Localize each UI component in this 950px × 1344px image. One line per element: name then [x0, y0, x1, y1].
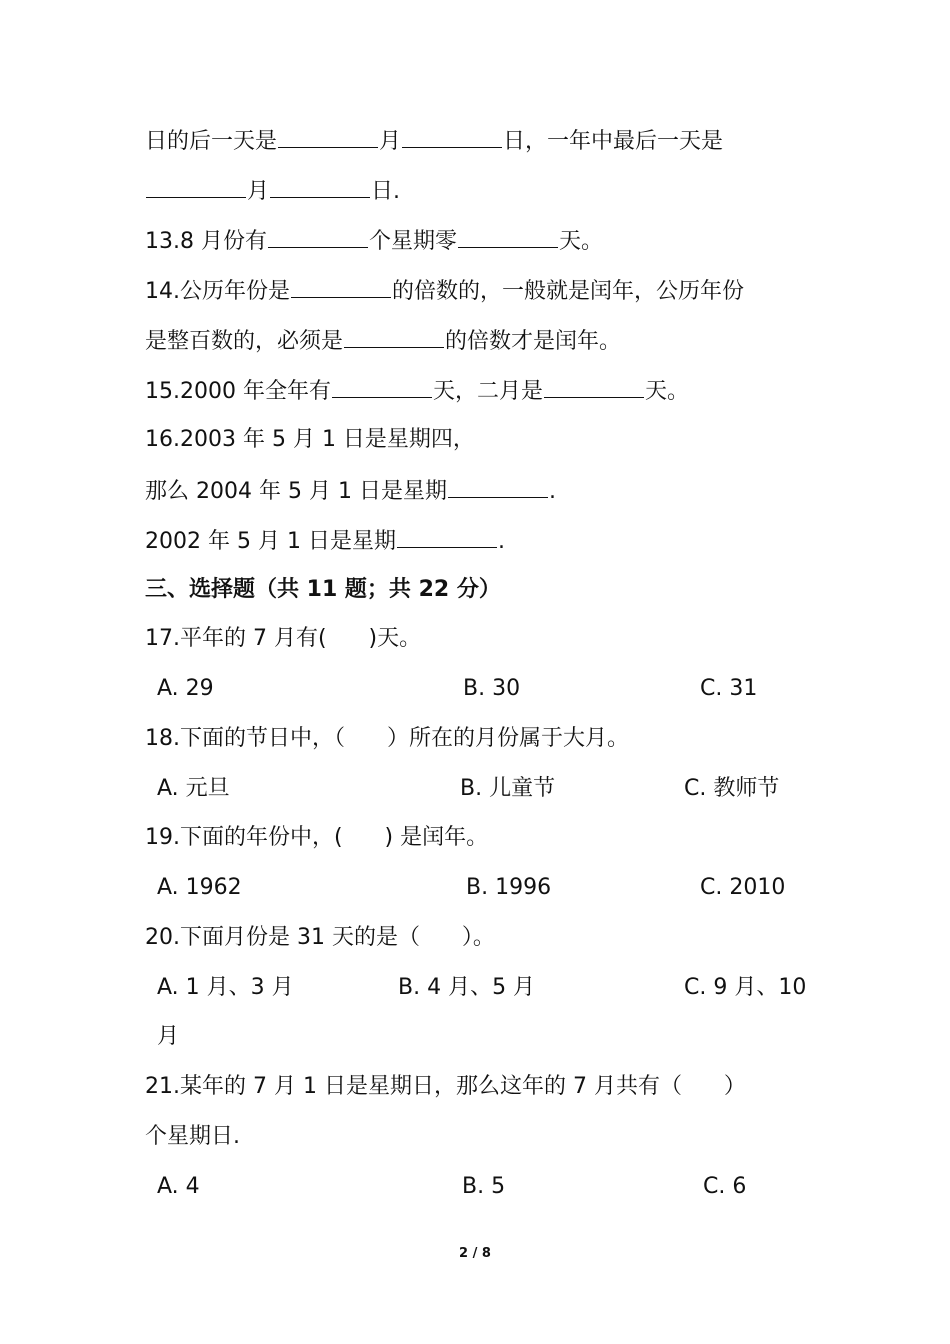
answer-blank[interactable]	[458, 225, 558, 248]
answer-blank[interactable]	[332, 375, 432, 398]
option-b[interactable]: B. 30	[463, 676, 521, 701]
section-heading: 三、选择题（共 11 题；共 22 分）	[145, 577, 501, 602]
option-c[interactable]: C. 31	[700, 676, 758, 701]
option-b[interactable]: B. 儿童节	[460, 776, 556, 801]
question-13: 13.8 月份有 个星期零 天。	[145, 225, 603, 257]
option-a[interactable]: A. 元旦	[157, 776, 230, 801]
option-b[interactable]: B. 1996	[466, 875, 552, 900]
option-c[interactable]: C. 6	[703, 1174, 747, 1199]
answer-blank[interactable]	[268, 225, 368, 248]
question-18: 18.下面的节日中，（ ）所在的月份属于大月。	[145, 726, 629, 751]
text-line: 日的后一天是 月 日，一年中最后一天是	[145, 125, 723, 157]
question-15: 15.2000 年全年有 天，二月是 天。	[145, 375, 689, 407]
question-17: 17.平年的 7 月有( )天。	[145, 626, 422, 651]
option-c[interactable]: C. 教师节	[684, 776, 780, 801]
answer-blank[interactable]	[291, 275, 391, 298]
option-a[interactable]: A. 1 月、3 月	[157, 975, 294, 1000]
question-16-line3: 2002 年 5 月 1 日是星期 .	[145, 525, 505, 557]
option-c[interactable]: C. 2010	[700, 875, 786, 900]
question-14: 14.公历年份是 的倍数的，一般就是闰年，公历年份	[145, 275, 744, 307]
question-20: 20.下面月份是 31 天的是（ ）。	[145, 925, 495, 950]
answer-blank[interactable]	[448, 475, 548, 498]
option-a[interactable]: A. 1962	[157, 875, 242, 900]
question-16: 16.2003 年 5 月 1 日是星期四，	[145, 427, 475, 452]
answer-blank[interactable]	[402, 125, 502, 148]
answer-blank[interactable]	[397, 525, 497, 548]
answer-blank[interactable]	[344, 325, 444, 348]
text-line: 月 日.	[145, 175, 400, 207]
question-19: 19.下面的年份中，( ) 是闰年。	[145, 825, 489, 850]
answer-blank[interactable]	[544, 375, 644, 398]
option-b[interactable]: B. 4 月、5 月	[398, 975, 536, 1000]
page-number: 2 / 8	[459, 1246, 491, 1261]
answer-blank[interactable]	[146, 175, 246, 198]
question-14-cont: 是整百数的，必须是 的倍数才是闰年。	[145, 325, 621, 357]
question-21: 21.某年的 7 月 1 日是星期日，那么这年的 7 月共有（ ）	[145, 1074, 746, 1099]
answer-blank[interactable]	[270, 175, 370, 198]
option-b[interactable]: B. 5	[462, 1174, 506, 1199]
question-16-line2: 那么 2004 年 5 月 1 日是星期 .	[145, 475, 556, 507]
option-a[interactable]: A. 29	[157, 676, 214, 701]
option-c[interactable]: C. 9 月、10	[684, 975, 807, 1000]
option-c-wrap: 月	[157, 1024, 180, 1049]
option-a[interactable]: A. 4	[157, 1174, 200, 1199]
answer-blank[interactable]	[278, 125, 378, 148]
question-21-cont: 个星期日.	[145, 1124, 240, 1149]
